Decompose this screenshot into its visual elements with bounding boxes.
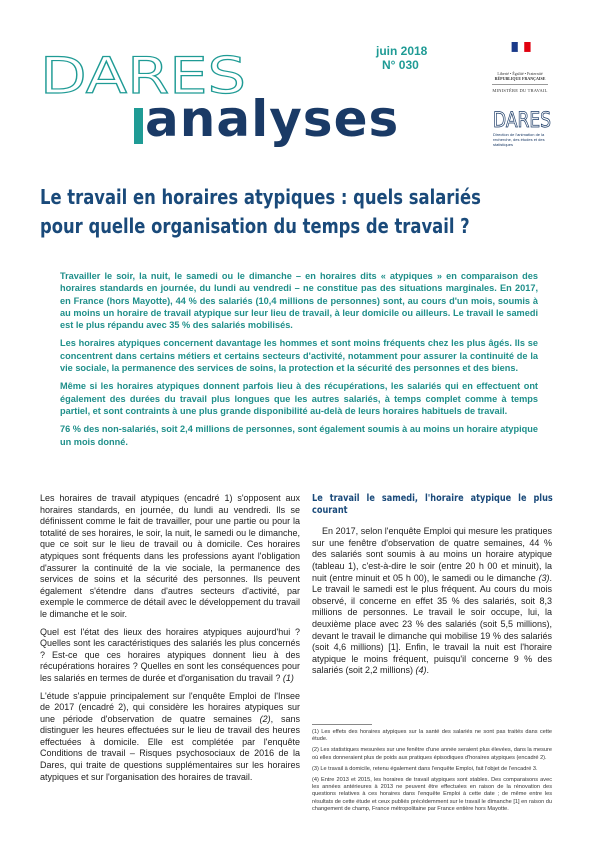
- republic-label: [488, 71, 552, 81]
- analyses-logo: analyses: [145, 90, 400, 148]
- page-title: [40, 183, 540, 241]
- section-heading: Le travail le samedi, l'horaire atypique le plus courant: [312, 493, 553, 516]
- body-paragraph: [40, 691, 300, 784]
- marianne-icon: [492, 42, 552, 70]
- dares-logo-text: DARES: [40, 47, 246, 105]
- footnote-ref[interactable]: (1): [282, 672, 294, 683]
- ministry-label: MINISTÈRE DU TRAVAIL: [492, 88, 548, 93]
- logo-accent-bar: [134, 108, 143, 144]
- left-column: [40, 493, 300, 789]
- body-text: .: [426, 665, 430, 676]
- footnote-ref[interactable]: (3): [538, 572, 550, 583]
- republic-motto: Liberté • Égalité • Fraternité: [497, 71, 543, 76]
- body-text: . Le travail le samedi est le plus fréquent. Au cours du mois observé, il concerne en effet 35 % des salariés, soit 8,3 millions de personnes. Le travail le soir occupe, lui, la deuxième place avec 23 % des salariés (soit 5,5 millions), devant le travail le dimanche qui mobilise 19 % des salariés (soit 4,6 millions) [1]. Enfin, le travail la nuit est l'horaire atypique le moins fréquent, puisqu'il concerne 9 % des salariés (soit 2,2 millions): [312, 572, 552, 676]
- footnote: (1) Les effets des horaires atypiques sur la santé des salariés ne sont pas traités dans cette étude.: [312, 729, 552, 743]
- summary-paragraph: 76 % des non-salariés, soit 2,4 millions de personnes, sont également soumis à au moins un horaire atypique un mois donné.: [60, 424, 538, 447]
- summary-paragraph: Même si les horaires atypiques donnent parfois lieu à des récupérations, les salariés qui en effectuent ont également des durées du travail plus longues que les autres salariés, à temps complet comme à temps partiel, et sont contraints à une plus grande disponibilité au-delà de leurs horaires habituels de travail.: [60, 381, 538, 416]
- body-paragraph: Les horaires de travail atypiques (encadré 1) s'opposent aux horaires standards, en journée, du lundi au vendredi. Ils se définissent comme le fait de travailler, pour une partie ou pour la totalité de ses horaires, le soir, la nuit, le samedi ou le dimanche, que ce soit sur le lieu de travail ou à domicile. Ces horaires atypiques sont fréquents dans les professions ayant l'obligation d'assurer la continuité de la vie sociale, la permanence des services de soins et la sécurité des personnes. Ils peuvent également s'étendre dans d'autres secteurs d'activité, par exemple le commerce de détail avec le développement du travail le dimanche et le soir.: [40, 493, 300, 619]
- body-paragraph: [312, 526, 552, 677]
- title-line-2: pour quelle organisation du temps de travail ?: [40, 214, 470, 238]
- footnote: (3) Le travail à domicile, retenu également dans l'enquête Emploi, fait l'objet de l'encadré 3.: [312, 765, 538, 772]
- title-line-1: Le travail en horaires atypiques : quels salariés: [40, 185, 481, 209]
- issue-number: N° 030: [382, 58, 419, 72]
- summary-block: [60, 270, 538, 454]
- right-column: [312, 493, 552, 677]
- footnote-ref[interactable]: (4): [415, 665, 427, 676]
- dares-small-logo: [493, 108, 553, 130]
- summary-paragraph: Travailler le soir, la nuit, le samedi ou le dimanche – en horaires dits « atypiques » en comparaison des horaires standards en journée, du lundi au vendredi – ne constitue pas des situations marginales. En 2017, en France (hors Mayotte), 44 % des salariés (10,4 millions de personnes) sont, au cours d'un mois, soumis à au moins un horaire de travail atypique sur leur lieu de travail, à leur domicile ou ailleurs. Le travail le samedi est le plus répandu avec 35 % des salariés mobilisés.: [60, 271, 538, 331]
- header-divider: [492, 84, 548, 85]
- body-text: L'étude s'appuie principalement sur l'enquête Emploi de l'Insee de 2017 (encadré 2), qui considère les horaires atypiques sur une période d'observation de quatre semaines: [40, 690, 300, 724]
- summary-paragraph: Les horaires atypiques concernent davantage les hommes et sont moins fréquents chez les plus âgés. Ils se concentrent dans certains métiers et certains secteurs d'activité, notamment pour assurer la continuité de la vie sociale, la permanence des services de soins, la protection et la sécurité des personnes et des biens.: [60, 338, 538, 374]
- republic-name: RÉPUBLIQUE FRANÇAISE: [494, 76, 546, 81]
- body-paragraph: [40, 627, 300, 685]
- footnote-divider: [312, 724, 372, 725]
- body-text: En 2017, selon l'enquête Emploi qui mesure les pratiques sur une fenêtre d'observation de quatre semaines, 44 % des salariés sont soumis à au moins un horaire atypique (tableau 1), c'est-à-dire le soir (entre 20 h 00 et minuit), la nuit (entre minuit et 05 h 00), le samedi ou le dimanche: [312, 526, 552, 583]
- footnotes: [312, 729, 552, 817]
- dares-small-text: DARES: [493, 108, 551, 132]
- footnote: (4) Entre 2013 et 2015, les horaires de travail atypiques sont stables. Des comparaisons avec les années antérieures à 2013 ne peuvent être effectuées en raison de la rénovation des questions relatives à ces horaires dans l'enquête Emploi à cette date ; de même entre les résultats de cette étude et ceux publiés précédemment sur le travail le dimanche [1] en raison du changement de champ, France métropolitaine par France entière hors Mayotte.: [312, 777, 552, 812]
- footnote: (2) Les statistiques mesurées sur une fenêtre d'une année seraient plus élevées, dans la mesure où elles donneraient plus de poids aux pratiques épisodiques d'horaires atypiques (encadré 2).: [312, 747, 552, 761]
- dares-subtitle: Direction de l'animation de la recherche, des études et des statistiques: [493, 132, 545, 147]
- body-text: , sans distinguer les heures effectuées sur le lieu de travail des heures effectuées à domicile. Elle est complétée par l'enquête Conditions de travail – Risques psychosociaux de 2016 de la Dares, qui traite de questions supplémentaires sur les horaires atypiques et sur l'organisation des horaires de travail.: [40, 713, 300, 782]
- footnote-ref[interactable]: (2): [259, 713, 271, 724]
- body-text: Quel est l'état des lieux des horaires atypiques aujourd'hui ? Quelles sont les caractéristiques des salariés les plus concernés ? Est-ce que ces horaires atypiques donnent lieu à des récupérations horaires ? Quelles en sont les conséquences pour les salariés en termes de durée et d'organisation du travail ?: [40, 626, 300, 683]
- issue-date: juin 2018: [376, 44, 428, 58]
